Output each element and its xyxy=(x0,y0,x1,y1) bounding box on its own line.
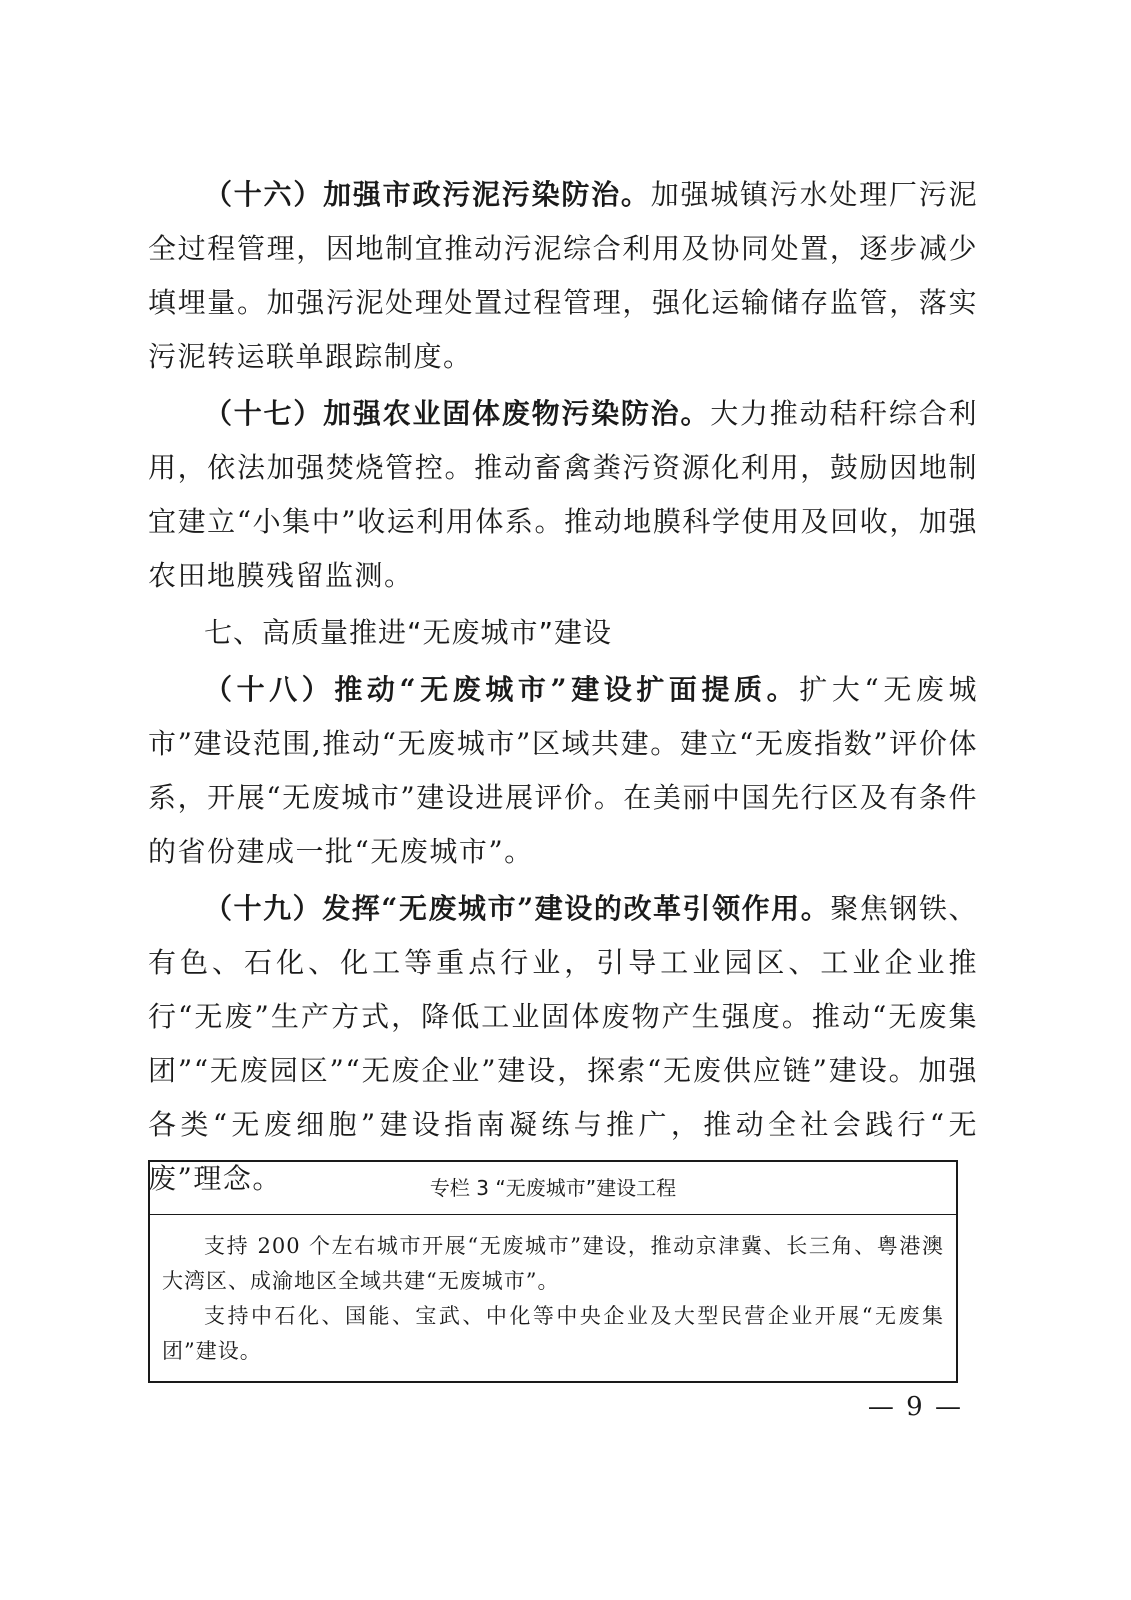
column-box xyxy=(148,1160,958,1383)
paragraph-17 xyxy=(148,387,978,603)
paragraph-18 xyxy=(148,663,978,879)
column-box-title: 专栏 3 “无废城市”建设工程 xyxy=(150,1162,956,1215)
paragraph-19-lead: （十九）发挥“无废城市”建设的改革引领作用。 xyxy=(204,892,831,925)
paragraph-17-body: 大力推动秸秆综合利用，依法加强焚烧管控。推动畜禽粪污资源化利用，鼓励因地制宜建立“小集中”收运利用体系。推动地膜科学使用及回收，加强农田地膜残留监测。 xyxy=(148,397,978,592)
paragraph-19-body: 聚焦钢铁、有色、石化、化工等重点行业，引导工业园区、工业企业推行“无废”生产方式，降低工业固体废物产生强度。推动“无废集团”“无废园区”“无废企业”建设，探索“无废供应链”建设。加强各类“无废细胞”建设指南凝练与推广，推动全社会践行“无废”理念。 xyxy=(148,892,978,1195)
paragraph-18-lead: （十八）推动“无废城市”建设扩面提质。 xyxy=(204,673,800,706)
paragraph-18-body: 扩大“无废城市”建设范围,推动“无废城市”区域共建。建立“无废指数”评价体系，开展“无废城市”建设进展评价。在美丽中国先行区及有条件的省份建成一批“无废城市”。 xyxy=(148,673,978,868)
column-box-paragraph-2: 支持中石化、国能、宝武、中化等中央企业及大型民营企业开展“无废集团”建设。 xyxy=(162,1304,944,1363)
paragraph-16-lead: （十六）加强市政污泥污染防治。 xyxy=(204,178,651,211)
paragraph-16-body: 加强城镇污水处理厂污泥全过程管理，因地制宜推动污泥综合利用及协同处置，逐步减少填埋量。加强污泥处理处置过程管理，强化运输储存监管，落实污泥转运联单跟踪制度。 xyxy=(148,178,978,373)
section-heading: 七、高质量推进“无废城市”建设 xyxy=(204,616,613,649)
column-box-body xyxy=(150,1215,956,1381)
column-box-paragraph-1: 支持 200 个左右城市开展“无废城市”建设，推动京津冀、长三角、粤港澳大湾区、成渝地区全域共建“无废城市”。 xyxy=(162,1234,944,1293)
paragraph-17-lead: （十七）加强农业固体废物污染防治。 xyxy=(204,397,711,430)
paragraph-19 xyxy=(148,882,978,1206)
page-number: — 9 — xyxy=(867,1392,963,1422)
document-body xyxy=(148,168,978,1209)
paragraph-16 xyxy=(148,168,978,384)
